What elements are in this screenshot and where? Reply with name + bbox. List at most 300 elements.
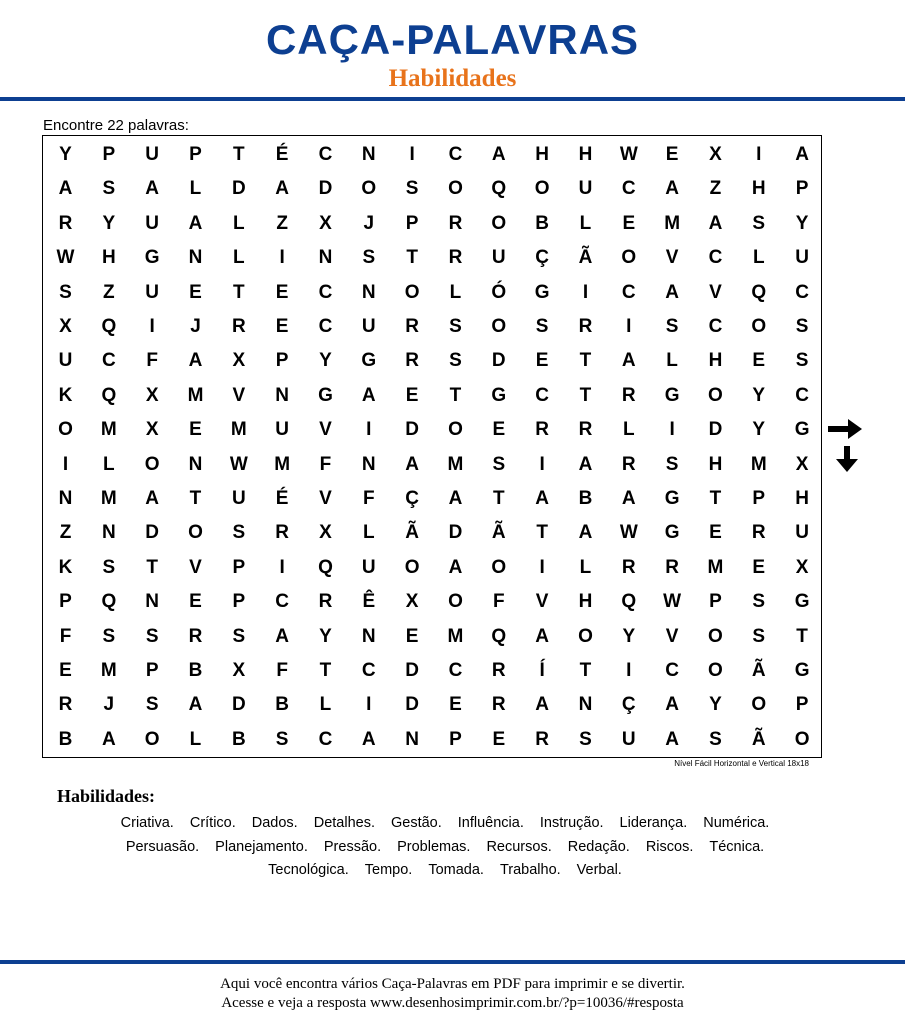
grid-letter[interactable]: U: [231, 488, 246, 509]
grid-letter[interactable]: C: [361, 660, 376, 681]
grid-letter[interactable]: G: [361, 350, 377, 372]
grid-letter[interactable]: E: [492, 728, 506, 750]
grid-letter[interactable]: A: [491, 144, 506, 165]
grid-letter[interactable]: Í: [539, 660, 545, 681]
grid-letter[interactable]: F: [59, 625, 72, 647]
grid-letter[interactable]: R: [578, 419, 593, 441]
grid-letter[interactable]: D: [708, 419, 723, 441]
grid-letter[interactable]: A: [665, 178, 679, 200]
grid-letter[interactable]: A: [665, 281, 679, 303]
grid-letter[interactable]: M: [100, 488, 117, 509]
grid-letter[interactable]: P: [405, 212, 419, 234]
grid-letter[interactable]: A: [665, 728, 679, 750]
grid-letter[interactable]: Ç: [535, 247, 549, 269]
grid-letter[interactable]: U: [361, 556, 376, 578]
grid-letter[interactable]: D: [405, 419, 419, 441]
grid-letter[interactable]: V: [319, 488, 332, 509]
grid-letter[interactable]: P: [795, 694, 809, 716]
grid-letter[interactable]: S: [145, 625, 159, 647]
grid-letter[interactable]: I: [626, 316, 632, 337]
grid-letter[interactable]: F: [362, 488, 375, 509]
grid-letter[interactable]: I: [539, 453, 545, 475]
grid-letter[interactable]: C: [665, 660, 679, 681]
grid-letter[interactable]: A: [405, 453, 419, 475]
grid-letter[interactable]: Ã: [751, 660, 766, 681]
grid-letter[interactable]: M: [664, 212, 681, 234]
grid-letter[interactable]: B: [275, 694, 289, 716]
grid-letter[interactable]: W: [619, 144, 638, 165]
grid-letter[interactable]: A: [275, 625, 289, 647]
grid-letter[interactable]: P: [145, 660, 159, 681]
grid-letter[interactable]: O: [448, 178, 463, 200]
grid-letter[interactable]: A: [665, 694, 679, 716]
grid-letter[interactable]: B: [535, 212, 549, 234]
grid-letter[interactable]: A: [448, 556, 463, 578]
grid-letter[interactable]: P: [102, 144, 116, 165]
grid-letter[interactable]: N: [361, 453, 376, 475]
grid-letter[interactable]: A: [578, 522, 593, 544]
grid-letter[interactable]: L: [579, 556, 592, 578]
grid-letter[interactable]: Y: [752, 384, 766, 406]
grid-letter[interactable]: L: [449, 281, 462, 303]
grid-letter[interactable]: O: [448, 419, 463, 441]
grid-letter[interactable]: Q: [101, 591, 117, 613]
grid-letter[interactable]: B: [58, 728, 73, 750]
grid-letter[interactable]: X: [59, 316, 72, 337]
grid-letter[interactable]: I: [626, 660, 632, 681]
grid-letter[interactable]: R: [751, 522, 766, 544]
grid-letter[interactable]: N: [361, 625, 376, 647]
grid-letter[interactable]: I: [366, 694, 372, 716]
grid-letter[interactable]: Q: [491, 178, 507, 200]
grid-letter[interactable]: B: [231, 728, 246, 750]
grid-letter[interactable]: H: [708, 453, 723, 475]
grid-letter[interactable]: M: [707, 556, 724, 578]
grid-letter[interactable]: S: [232, 625, 246, 647]
grid-letter[interactable]: T: [796, 625, 808, 647]
grid-letter[interactable]: E: [752, 556, 766, 578]
grid-letter[interactable]: C: [795, 384, 809, 406]
grid-letter[interactable]: G: [664, 488, 680, 509]
grid-letter[interactable]: S: [752, 212, 766, 234]
grid-letter[interactable]: C: [448, 144, 463, 165]
grid-letter[interactable]: S: [709, 728, 722, 750]
grid-letter[interactable]: Q: [621, 591, 637, 613]
grid-letter[interactable]: O: [534, 178, 550, 200]
grid-letter[interactable]: H: [708, 350, 723, 372]
grid-letter[interactable]: O: [188, 522, 203, 544]
grid-letter[interactable]: R: [58, 694, 73, 716]
grid-letter[interactable]: O: [491, 316, 507, 337]
grid-letter[interactable]: R: [621, 453, 636, 475]
grid-letter[interactable]: T: [319, 660, 332, 681]
grid-letter[interactable]: E: [189, 591, 202, 613]
grid-letter[interactable]: C: [795, 281, 809, 303]
grid-letter[interactable]: M: [230, 419, 247, 441]
grid-letter[interactable]: Y: [319, 625, 332, 647]
grid-letter[interactable]: N: [145, 591, 160, 613]
grid-letter[interactable]: V: [319, 419, 332, 441]
grid-letter[interactable]: T: [579, 350, 592, 372]
grid-letter[interactable]: L: [233, 212, 245, 234]
grid-letter[interactable]: G: [664, 384, 680, 406]
grid-letter[interactable]: S: [795, 350, 809, 372]
grid-letter[interactable]: Ã: [751, 728, 766, 750]
grid-letter[interactable]: Y: [709, 694, 722, 716]
grid-letter[interactable]: É: [275, 144, 289, 165]
grid-letter[interactable]: D: [318, 178, 333, 200]
grid-letter[interactable]: A: [621, 350, 636, 372]
grid-letter[interactable]: E: [535, 350, 549, 372]
grid-letter[interactable]: N: [318, 247, 333, 269]
grid-letter[interactable]: R: [578, 316, 593, 337]
grid-letter[interactable]: Y: [752, 419, 766, 441]
grid-letter[interactable]: P: [275, 350, 289, 372]
grid-letter[interactable]: P: [709, 591, 722, 613]
grid-letter[interactable]: A: [578, 453, 593, 475]
grid-letter[interactable]: S: [449, 350, 462, 372]
grid-letter[interactable]: Y: [59, 144, 72, 165]
grid-letter[interactable]: Ó: [491, 281, 507, 303]
grid-letter[interactable]: A: [145, 178, 160, 200]
grid-letter[interactable]: O: [578, 625, 593, 647]
grid-letter[interactable]: E: [59, 660, 72, 681]
grid-letter[interactable]: E: [449, 694, 462, 716]
grid-letter[interactable]: U: [795, 247, 809, 269]
grid-letter[interactable]: I: [366, 419, 372, 441]
grid-letter[interactable]: S: [102, 625, 116, 647]
grid-letter[interactable]: R: [318, 591, 333, 613]
grid-letter[interactable]: X: [405, 591, 419, 613]
grid-letter[interactable]: E: [492, 419, 506, 441]
grid-letter[interactable]: B: [578, 488, 593, 509]
grid-letter[interactable]: Ã: [491, 522, 506, 544]
grid-letter[interactable]: L: [189, 728, 202, 750]
grid-letter[interactable]: U: [491, 247, 506, 269]
grid-letter[interactable]: Y: [319, 350, 332, 372]
grid-letter[interactable]: B: [188, 660, 203, 681]
grid-letter[interactable]: D: [145, 522, 160, 544]
grid-letter[interactable]: E: [709, 522, 722, 544]
grid-letter[interactable]: P: [449, 728, 462, 750]
grid-letter[interactable]: T: [189, 488, 202, 509]
grid-letter[interactable]: N: [58, 488, 73, 509]
grid-letter[interactable]: A: [448, 488, 463, 509]
grid-letter[interactable]: C: [101, 350, 116, 372]
grid-letter[interactable]: M: [750, 453, 767, 475]
grid-letter[interactable]: H: [578, 591, 593, 613]
grid-letter[interactable]: I: [279, 247, 285, 269]
grid-letter[interactable]: V: [665, 625, 679, 647]
grid-letter[interactable]: G: [491, 384, 507, 406]
grid-letter[interactable]: X: [145, 419, 159, 441]
grid-letter[interactable]: E: [189, 281, 202, 303]
grid-letter[interactable]: U: [578, 178, 593, 200]
grid-letter[interactable]: J: [363, 212, 375, 234]
grid-letter[interactable]: S: [752, 625, 766, 647]
grid-letter[interactable]: W: [619, 522, 638, 544]
grid-letter[interactable]: Ã: [578, 247, 593, 269]
grid-letter[interactable]: R: [621, 384, 636, 406]
grid-letter[interactable]: O: [751, 316, 767, 337]
grid-letter[interactable]: C: [708, 247, 723, 269]
grid-letter[interactable]: Ê: [362, 591, 376, 613]
grid-letter[interactable]: S: [102, 556, 116, 578]
grid-letter[interactable]: R: [231, 316, 246, 337]
grid-letter[interactable]: T: [492, 488, 505, 509]
grid-letter[interactable]: U: [275, 419, 289, 441]
grid-letter[interactable]: S: [449, 316, 462, 337]
grid-letter[interactable]: E: [275, 316, 289, 337]
grid-letter[interactable]: X: [795, 453, 809, 475]
grid-letter[interactable]: G: [664, 522, 680, 544]
grid-letter[interactable]: G: [794, 660, 810, 681]
grid-letter[interactable]: F: [146, 350, 158, 372]
grid-letter[interactable]: T: [536, 522, 548, 544]
grid-letter[interactable]: X: [319, 212, 332, 234]
grid-letter[interactable]: C: [621, 281, 636, 303]
grid-letter[interactable]: S: [752, 591, 766, 613]
grid-letter[interactable]: M: [447, 625, 464, 647]
grid-letter[interactable]: R: [275, 522, 289, 544]
grid-letter[interactable]: O: [621, 247, 637, 269]
grid-letter[interactable]: R: [535, 728, 549, 750]
grid-letter[interactable]: G: [144, 247, 160, 269]
grid-letter[interactable]: L: [189, 178, 202, 200]
grid-letter[interactable]: O: [708, 660, 723, 681]
grid-letter[interactable]: C: [708, 316, 723, 337]
grid-letter[interactable]: Y: [795, 212, 809, 234]
grid-letter[interactable]: N: [101, 522, 116, 544]
grid-letter[interactable]: Ç: [621, 694, 636, 716]
grid-letter[interactable]: E: [405, 625, 419, 647]
grid-letter[interactable]: S: [59, 281, 72, 303]
grid-letter[interactable]: A: [188, 350, 203, 372]
grid-letter[interactable]: Y: [622, 625, 636, 647]
grid-letter[interactable]: A: [795, 144, 809, 165]
grid-letter[interactable]: A: [188, 212, 203, 234]
grid-letter[interactable]: Z: [59, 522, 72, 544]
grid-letter[interactable]: T: [709, 488, 722, 509]
grid-letter[interactable]: P: [232, 591, 246, 613]
grid-letter[interactable]: T: [146, 556, 158, 578]
grid-letter[interactable]: S: [232, 522, 246, 544]
grid-letter[interactable]: K: [58, 384, 73, 406]
grid-letter[interactable]: Ã: [405, 522, 419, 544]
grid-letter[interactable]: V: [189, 556, 202, 578]
grid-letter[interactable]: O: [794, 728, 810, 750]
grid-letter[interactable]: C: [621, 178, 636, 200]
grid-letter[interactable]: N: [361, 281, 376, 303]
grid-letter[interactable]: M: [274, 453, 291, 475]
grid-letter[interactable]: Q: [751, 281, 767, 303]
grid-letter[interactable]: X: [319, 522, 332, 544]
grid-letter[interactable]: R: [188, 625, 203, 647]
grid-letter[interactable]: C: [535, 384, 549, 406]
grid-letter[interactable]: A: [101, 728, 116, 750]
grid-letter[interactable]: I: [409, 144, 415, 165]
grid-letter[interactable]: A: [535, 488, 549, 509]
grid-letter[interactable]: E: [189, 419, 202, 441]
grid-letter[interactable]: R: [491, 660, 506, 681]
grid-letter[interactable]: D: [491, 350, 506, 372]
grid-letter[interactable]: O: [404, 281, 420, 303]
grid-letter[interactable]: I: [539, 556, 545, 578]
grid-letter[interactable]: C: [275, 591, 289, 613]
grid-letter[interactable]: O: [708, 625, 723, 647]
grid-letter[interactable]: A: [708, 212, 723, 234]
grid-letter[interactable]: P: [59, 591, 72, 613]
grid-letter[interactable]: G: [534, 281, 550, 303]
grid-letter[interactable]: Q: [101, 316, 117, 337]
grid-letter[interactable]: C: [318, 316, 333, 337]
grid-letter[interactable]: T: [233, 144, 245, 165]
grid-letter[interactable]: R: [448, 247, 463, 269]
grid-letter[interactable]: V: [709, 281, 722, 303]
grid-letter[interactable]: S: [405, 178, 419, 200]
grid-letter[interactable]: R: [405, 350, 419, 372]
grid-letter[interactable]: H: [535, 144, 549, 165]
grid-letter[interactable]: A: [275, 178, 289, 200]
grid-letter[interactable]: U: [621, 728, 636, 750]
grid-letter[interactable]: E: [275, 281, 289, 303]
grid-letter[interactable]: F: [276, 660, 288, 681]
grid-letter[interactable]: U: [145, 212, 160, 234]
grid-letter[interactable]: S: [275, 728, 289, 750]
grid-letter[interactable]: L: [103, 453, 115, 475]
grid-letter[interactable]: O: [491, 212, 507, 234]
grid-letter[interactable]: L: [579, 212, 592, 234]
grid-letter[interactable]: T: [579, 660, 592, 681]
grid-letter[interactable]: M: [447, 453, 464, 475]
grid-letter[interactable]: I: [756, 144, 762, 165]
grid-letter[interactable]: P: [232, 556, 246, 578]
grid-letter[interactable]: S: [579, 728, 592, 750]
grid-letter[interactable]: A: [188, 694, 203, 716]
grid-letter[interactable]: O: [361, 178, 377, 200]
grid-letter[interactable]: T: [406, 247, 418, 269]
grid-letter[interactable]: G: [318, 384, 333, 406]
grid-letter[interactable]: H: [795, 488, 809, 509]
grid-letter[interactable]: I: [62, 453, 69, 475]
grid-letter[interactable]: Q: [101, 384, 117, 406]
grid-letter[interactable]: M: [187, 384, 204, 406]
grid-letter[interactable]: S: [492, 453, 506, 475]
grid-letter[interactable]: P: [189, 144, 202, 165]
grid-letter[interactable]: U: [361, 316, 376, 337]
grid-letter[interactable]: A: [58, 178, 73, 200]
grid-letter[interactable]: O: [491, 556, 507, 578]
grid-letter[interactable]: V: [665, 247, 679, 269]
grid-letter[interactable]: E: [752, 350, 766, 372]
grid-letter[interactable]: Z: [709, 178, 722, 200]
grid-letter[interactable]: H: [751, 178, 766, 200]
grid-letter[interactable]: V: [535, 591, 549, 613]
grid-letter[interactable]: É: [275, 488, 289, 509]
grid-letter[interactable]: Q: [491, 625, 507, 647]
grid-letter[interactable]: N: [361, 144, 376, 165]
grid-letter[interactable]: S: [145, 694, 159, 716]
grid-letter[interactable]: Q: [318, 556, 333, 578]
grid-letter[interactable]: J: [190, 316, 201, 337]
grid-letter[interactable]: R: [491, 694, 506, 716]
grid-letter[interactable]: O: [751, 694, 767, 716]
grid-letter[interactable]: T: [579, 384, 592, 406]
grid-letter[interactable]: D: [448, 522, 463, 544]
grid-letter[interactable]: I: [279, 556, 285, 578]
grid-letter[interactable]: M: [100, 660, 117, 681]
grid-letter[interactable]: U: [795, 522, 809, 544]
grid-letter[interactable]: N: [188, 453, 203, 475]
grid-letter[interactable]: L: [622, 419, 635, 441]
grid-letter[interactable]: A: [621, 488, 636, 509]
grid-letter[interactable]: L: [233, 247, 245, 269]
grid-letter[interactable]: C: [318, 144, 333, 165]
grid-letter[interactable]: L: [752, 247, 765, 269]
grid-letter[interactable]: N: [578, 694, 593, 716]
grid-letter[interactable]: R: [535, 419, 549, 441]
grid-letter[interactable]: X: [232, 350, 246, 372]
grid-letter[interactable]: S: [665, 453, 679, 475]
grid-letter[interactable]: E: [665, 144, 679, 165]
grid-letter[interactable]: N: [275, 384, 289, 406]
grid-letter[interactable]: E: [405, 384, 419, 406]
grid-letter[interactable]: S: [665, 316, 679, 337]
grid-letter[interactable]: P: [795, 178, 809, 200]
grid-letter[interactable]: L: [319, 694, 332, 716]
grid-letter[interactable]: A: [535, 694, 549, 716]
grid-letter[interactable]: S: [795, 316, 809, 337]
grid-letter[interactable]: O: [144, 453, 160, 475]
grid-letter[interactable]: A: [535, 625, 549, 647]
grid-letter[interactable]: O: [404, 556, 420, 578]
grid-letter[interactable]: A: [145, 488, 160, 509]
grid-letter[interactable]: L: [362, 522, 375, 544]
grid-letter[interactable]: Z: [103, 281, 115, 303]
grid-letter[interactable]: W: [56, 247, 75, 269]
grid-letter[interactable]: I: [149, 316, 155, 337]
grid-letter[interactable]: U: [145, 144, 160, 165]
grid-letter[interactable]: N: [405, 728, 419, 750]
grid-letter[interactable]: R: [58, 212, 73, 234]
grid-letter[interactable]: K: [58, 556, 73, 578]
grid-letter[interactable]: F: [492, 591, 505, 613]
grid-letter[interactable]: R: [448, 212, 463, 234]
grid-letter[interactable]: R: [405, 316, 419, 337]
grid-letter[interactable]: C: [318, 728, 333, 750]
grid-letter[interactable]: X: [232, 660, 246, 681]
grid-letter[interactable]: U: [145, 281, 160, 303]
grid-letter[interactable]: V: [232, 384, 246, 406]
grid-letter[interactable]: H: [578, 144, 593, 165]
grid-letter[interactable]: S: [102, 178, 116, 200]
grid-letter[interactable]: E: [622, 212, 636, 234]
grid-letter[interactable]: S: [535, 316, 549, 337]
grid-letter[interactable]: X: [709, 144, 722, 165]
grid-letter[interactable]: N: [188, 247, 203, 269]
grid-letter[interactable]: U: [58, 350, 73, 372]
grid-letter[interactable]: I: [582, 281, 589, 303]
grid-letter[interactable]: X: [145, 384, 159, 406]
grid-letter[interactable]: T: [233, 281, 245, 303]
grid-letter[interactable]: O: [448, 591, 463, 613]
grid-letter[interactable]: G: [794, 591, 810, 613]
grid-letter[interactable]: D: [405, 660, 419, 681]
grid-letter[interactable]: Ç: [405, 488, 419, 509]
grid-letter[interactable]: L: [666, 350, 678, 372]
grid-letter[interactable]: D: [231, 694, 246, 716]
grid-letter[interactable]: H: [101, 247, 116, 269]
